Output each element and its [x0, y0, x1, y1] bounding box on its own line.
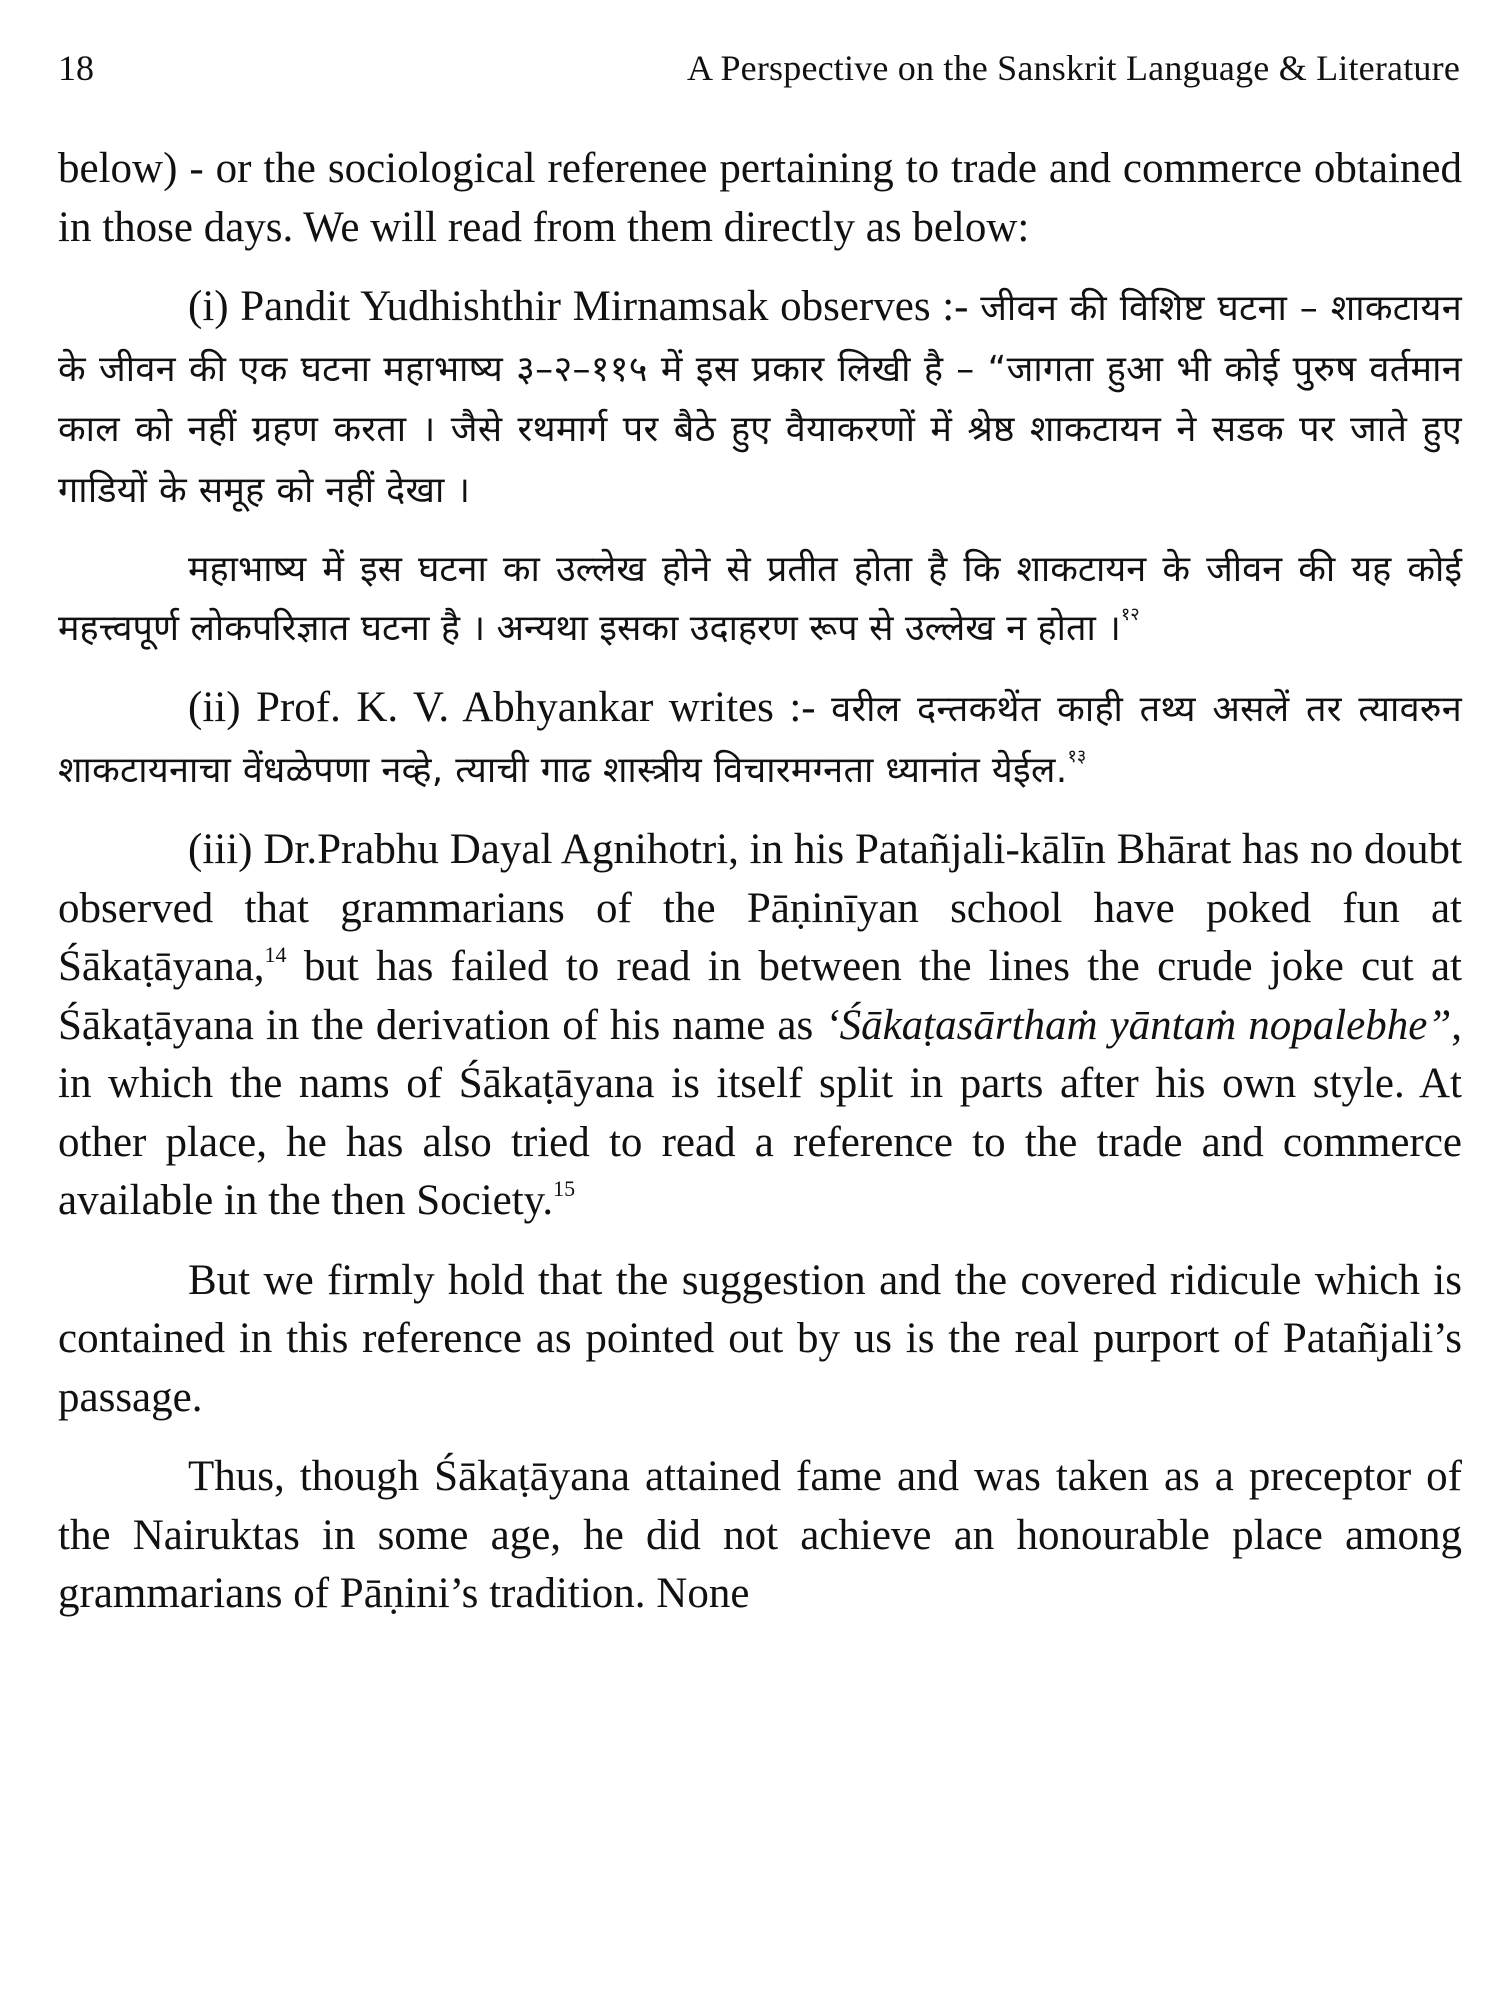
running-title: A Perspective on the Sanskrit Language & Literature: [687, 48, 1460, 88]
paragraph-abhyankar: [58, 679, 1462, 800]
abhyankar-intro: (ii) Prof. K. V. Abhyankar writes :-: [188, 684, 832, 731]
paragraph-conclusion: Thus, though Śākaṭāyana attained fame and was taken as a preceptor of the Nairuktas in some age, he did not achieve an honourable place among grammarians of Pāṇini’s tradition. None: [58, 1453, 1462, 1617]
paragraph-purport: But we firmly hold that the suggestion and the covered ridicule which is contained in this reference as pointed out by us is the real purport of Patañjali’s passage.: [58, 1256, 1462, 1421]
footnote-marker-12: १२: [1120, 603, 1140, 625]
body-text: [58, 140, 1462, 1645]
sanskrit-derivation-quote: ‘Śākaṭasārthaṁ yāntaṁ nopalebhe”: [825, 1001, 1452, 1049]
agnihotri-text-1: (iii) Dr.Prabhu Dayal Agnihotri, in his Patañjali-kālīn Bhārat has no doubt observed that grammarians of the Pāṇinīyan school have poked fun at Śākaṭāyana,: [58, 826, 1462, 990]
abhyankar-marathi-quote: वरील दन्तकथेंत काही तथ्य असलें तर त्यावरुन शाकटायनाचा वेंधळेपणा नव्हे, त्याची गाढ शास्त्रीय विचारमग्नता ध्यानांत येईल.: [58, 689, 1462, 791]
page-header: [58, 38, 1460, 98]
footnote-marker-13: १३: [1067, 745, 1087, 767]
mimamsak-intro: (i) Pandit Yudhishthir Mirnamsak observes :-: [188, 283, 981, 330]
paragraph-mahabhashya-hindi: [58, 541, 1462, 658]
agnihotri-text-3: , in which the nams of Śākaṭāyana is itself split in parts after his own style. At other place, he has also tried to read a reference to the trade and commerce available in the then Society.: [58, 1001, 1462, 1224]
agnihotri-text-2: but has failed to read in between the lines the crude joke cut at Śākaṭāyana in the derivation of his name as: [58, 943, 1462, 1049]
paragraph-mimamsak: [58, 278, 1462, 520]
mimamsak-hindi-quote: जीवन की विशिष्ट घटना – शाकटायन के जीवन की एक घटना महाभाष्य ३–२–११५ में इस प्रकार लिखी है – “जागता हुआ भी कोई पुरुष वर्तमान काल को नहीं ग्रहण करता । जैसे रथमार्ग पर बैठे हुए वैयाकरणों में श्रेष्ठ शाकटायन ने सडक पर जाते हुए गाडियों के समूह को नहीं देखा ।: [58, 288, 1462, 511]
paragraph-agnihotri: [58, 821, 1462, 1231]
paragraph-intro: below) - or the sociological referenee pertaining to trade and commerce obtained in those days. We will read from them directly as below:: [58, 145, 1462, 251]
footnote-marker-15: 15: [553, 1176, 576, 1201]
page-number: 18: [58, 48, 94, 88]
mahabhashya-hindi-text: महाभाष्य में इस घटना का उल्लेख होने से प्रतीत होता है कि शाकटायन के जीवन की यह कोई महत्त्वपूर्ण लोकपरिज्ञात घटना है । अन्यथा इसका उदाहरण रूप से उल्लेख न होता ।: [58, 549, 1462, 649]
footnote-marker-14: 14: [264, 942, 287, 967]
